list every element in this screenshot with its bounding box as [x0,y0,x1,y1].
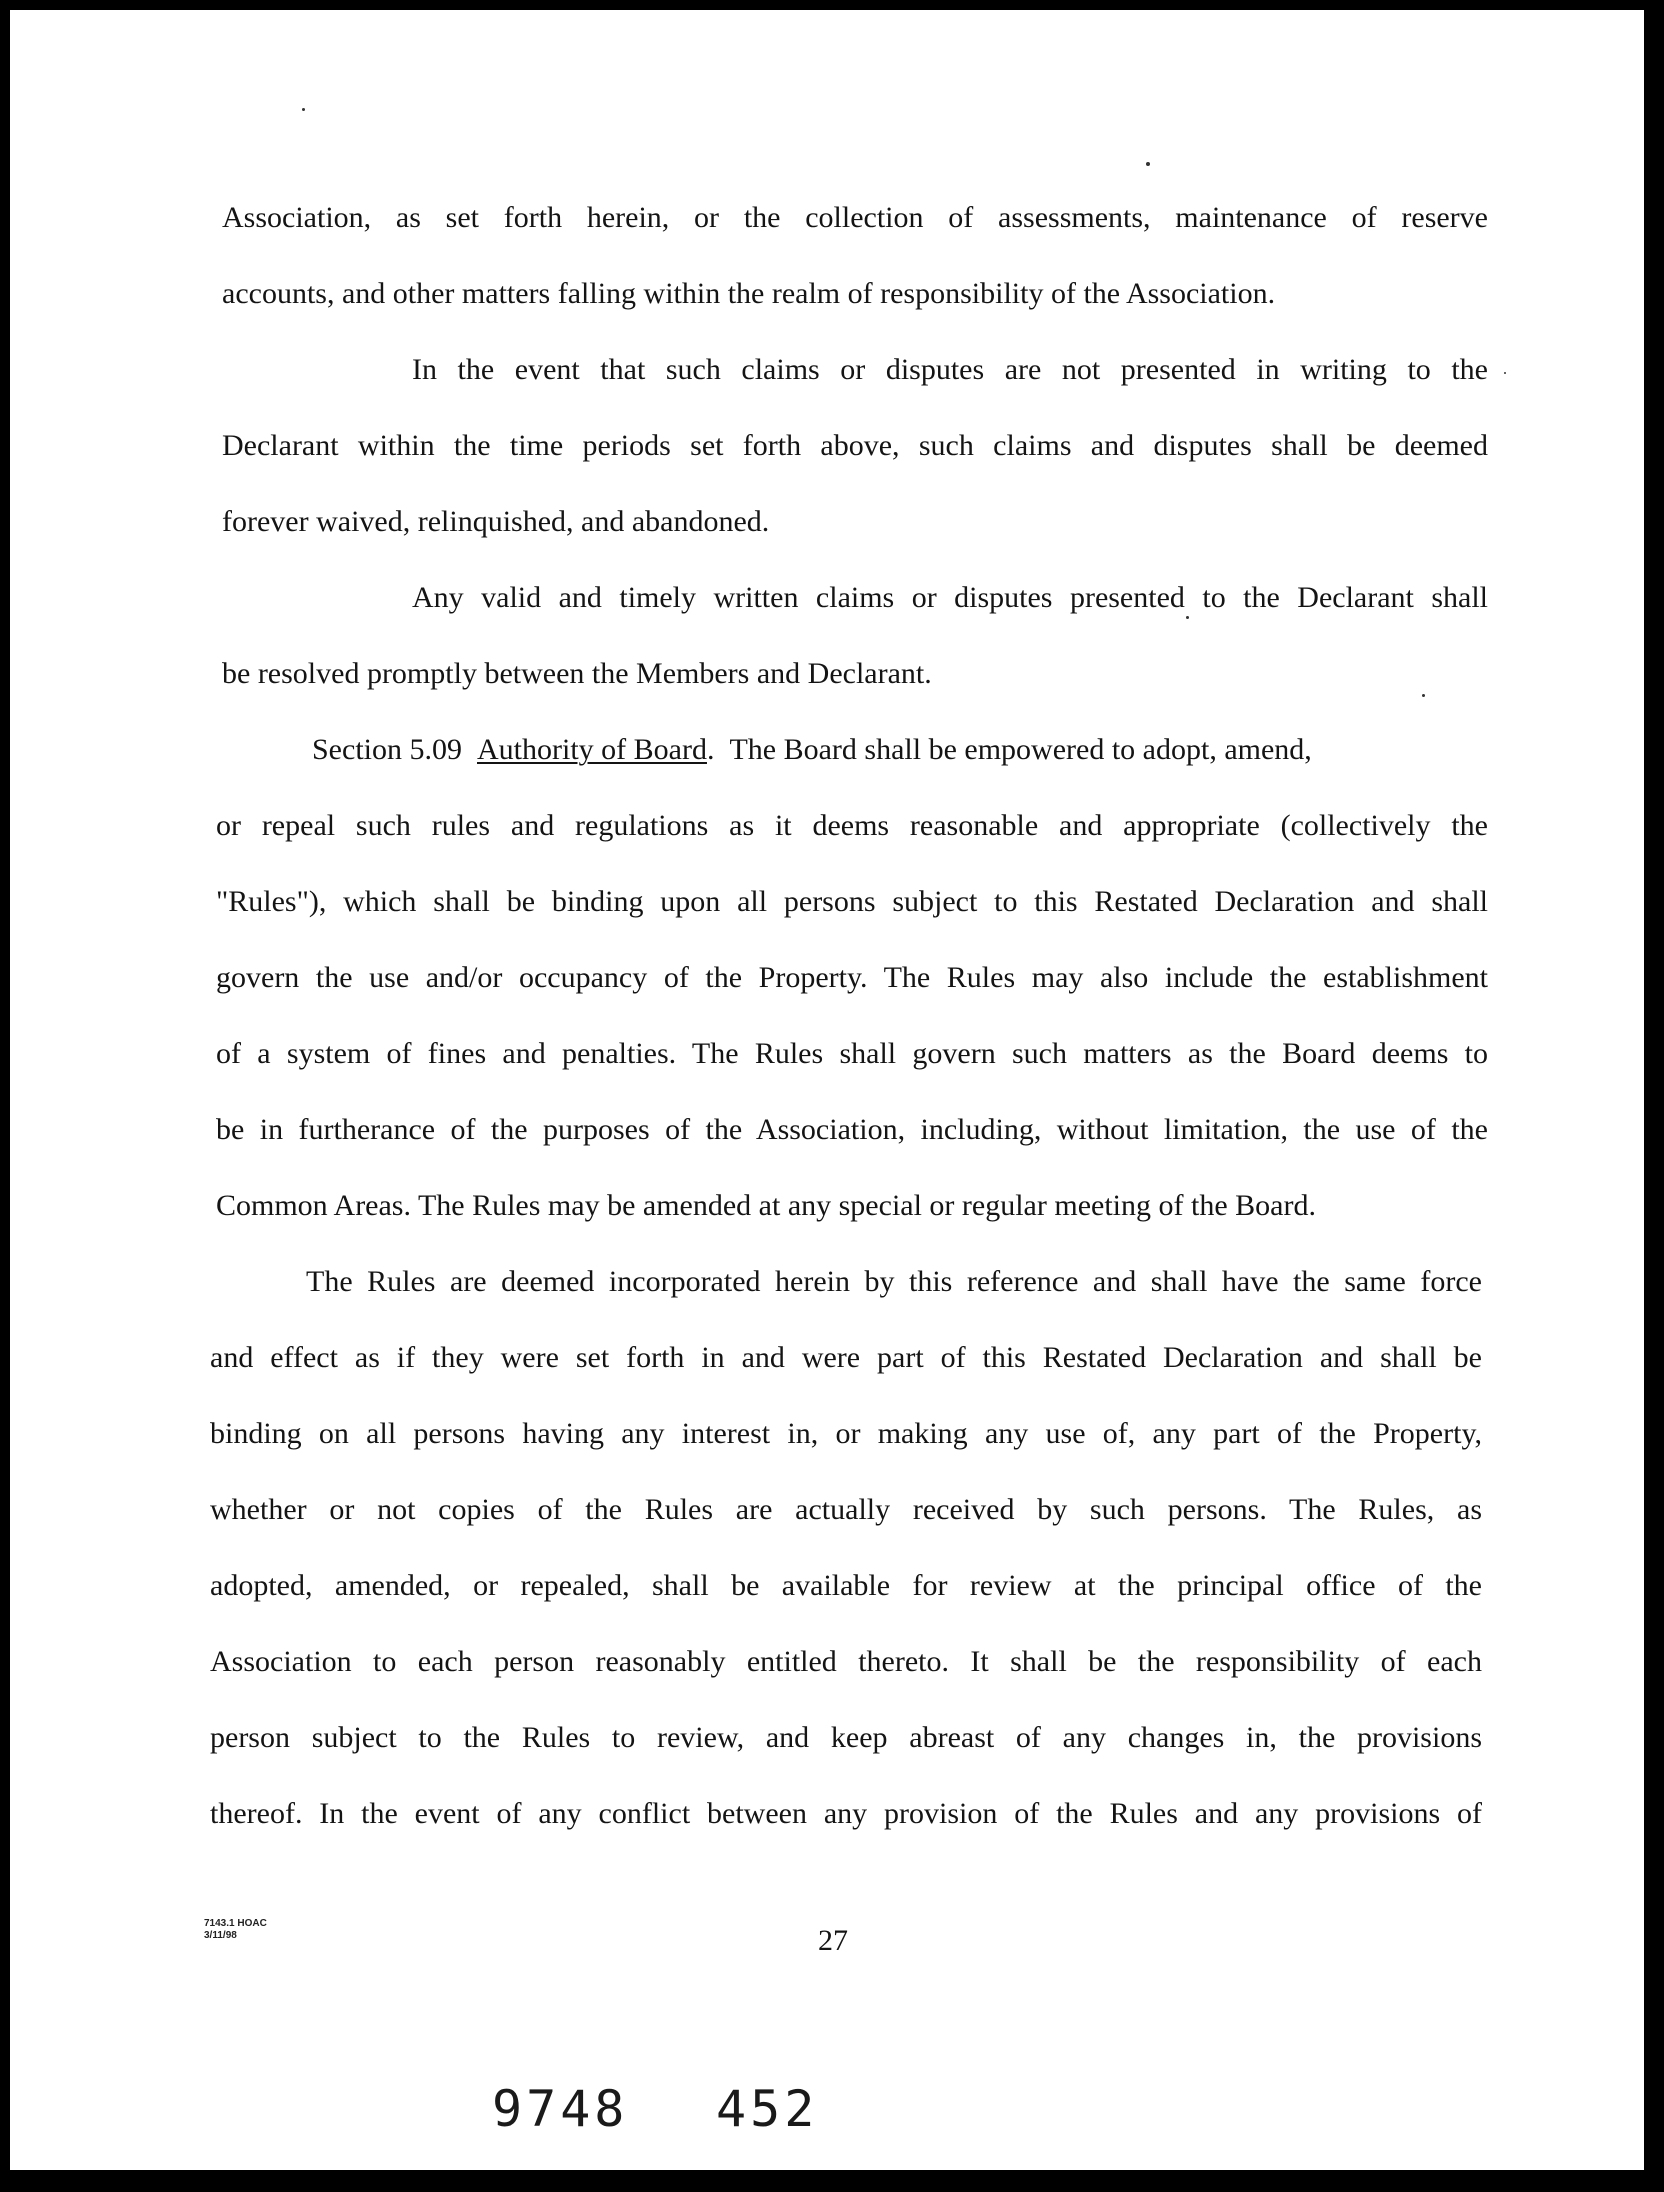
scan-speck [1422,694,1425,697]
section-number: Section 5.09 [312,733,462,766]
body-line-1: Association, as set forth herein, or the collection of assessments, maintenance of reserve [222,201,1488,234]
body-line-20: Association to each person reasonably entitled thereto. It shall be the responsibility of each [210,1645,1482,1678]
body-line-4: Declarant within the time periods set forth above, such claims and disputes shall be deemed [222,429,1488,462]
body-line-12: of a system of fines and penalties. The Rules shall govern such matters as the Board deems to [216,1037,1488,1070]
body-line-21: person subject to the Rules to review, and keep abreast of any changes in, the provisions [210,1721,1482,1754]
document-page [10,10,1644,2170]
body-line-6: Any valid and timely written claims or disputes presented to the Declarant shall [412,581,1488,614]
body-line-22: thereof. In the event of any conflict between any provision of the Rules and any provisions of [210,1797,1482,1830]
body-line-17: binding on all persons having any interest in, or making any use of, any part of the Property, [210,1417,1482,1450]
scan-speck [1146,162,1150,166]
body-line-11: govern the use and/or occupancy of the Property. The Rules may also include the establishment [216,961,1488,994]
recording-stamp-page: 452 [716,2080,819,2138]
scan-speck [1186,616,1189,619]
body-line-13: be in furtherance of the purposes of the Association, including, without limitation, the use of the [216,1113,1488,1146]
body-line-10: "Rules"), which shall be binding upon all persons subject to this Restated Declaration and shall [216,885,1488,918]
section-heading-text: The Board shall be empowered to adopt, amend, [729,733,1312,766]
body-line-14: Common Areas. The Rules may be amended at any special or regular meeting of the Board. [216,1189,1316,1222]
section-heading-line [312,732,1312,768]
footer-code-line2: 3/11/98 [204,1930,237,1941]
page-number: 27 [818,1924,848,1957]
body-line-16: and effect as if they were set forth in and were part of this Restated Declaration and shall be [210,1341,1482,1374]
footer-code-line1: 7143.1 HOAC [204,1918,267,1929]
section-title: Authority of Board [477,733,707,766]
footer-doc-code [204,1918,267,1942]
section-title-period: . [706,733,715,766]
recording-stamp-book: 9748 [492,2080,629,2138]
body-line-19: adopted, amended, or repealed, shall be available for review at the principal office of the [210,1569,1482,1602]
body-line-9: or repeal such rules and regulations as it deems reasonable and appropriate (collectively the [216,809,1488,842]
scan-speck [302,108,305,111]
body-line-3: In the event that such claims or disputes are not presented in writing to the [412,353,1488,386]
body-line-5: forever waived, relinquished, and abandoned. [222,505,770,538]
body-line-18: whether or not copies of the Rules are actually received by such persons. The Rules, as [210,1493,1482,1526]
body-line-7: be resolved promptly between the Members and Declarant. [222,657,932,690]
scan-speck [1504,372,1506,374]
body-line-2: accounts, and other matters falling within the realm of responsibility of the Association. [222,277,1276,310]
body-line-15: The Rules are deemed incorporated herein by this reference and shall have the same force [306,1265,1482,1298]
